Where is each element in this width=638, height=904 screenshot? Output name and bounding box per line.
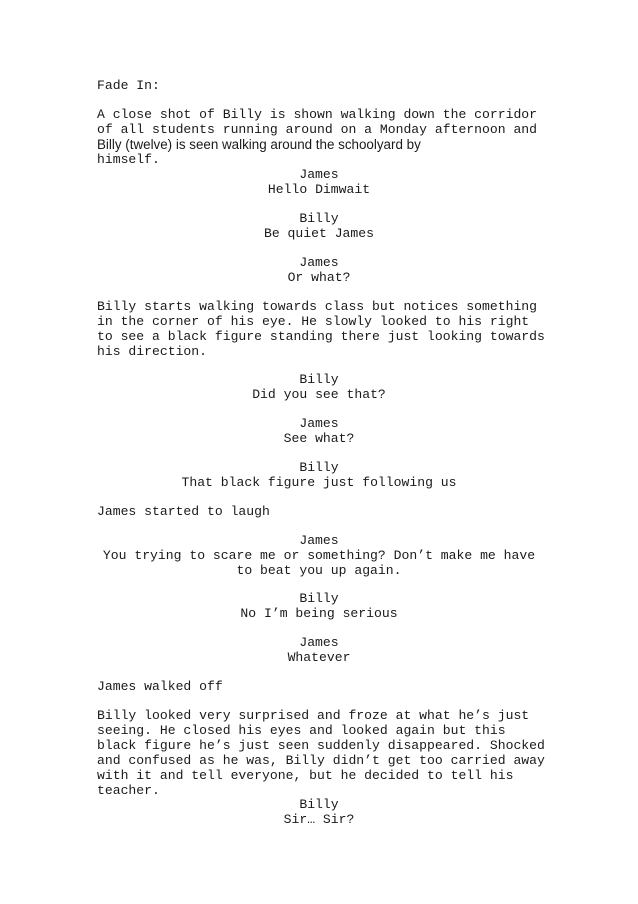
action-line: Billy (twelve) is seen walking around the schoolyard by bbox=[97, 137, 421, 152]
action-line: of all students running around on a Monday afternoon and bbox=[97, 122, 538, 137]
character-name: James bbox=[299, 533, 339, 548]
character-name: Billy bbox=[299, 797, 339, 812]
action-line: A close shot of Billy is shown walking down the corridor bbox=[97, 107, 538, 122]
character-name: Billy bbox=[299, 211, 339, 226]
character-name: James bbox=[299, 635, 339, 650]
dialogue-line: Or what? bbox=[287, 270, 351, 285]
dialogue-line: You trying to scare me or something? Don’t make me have bbox=[102, 548, 536, 563]
action-line: James walked off bbox=[97, 679, 223, 694]
character-name: Billy bbox=[299, 372, 339, 387]
action-line: and confused as he was, Billy didn’t get too carried away bbox=[97, 753, 545, 768]
action-line: black figure he’s just seen suddenly disappeared. Shocked bbox=[97, 738, 545, 753]
dialogue-line: to beat you up again. bbox=[236, 563, 402, 578]
dialogue-line: Whatever bbox=[287, 650, 351, 665]
action-line: himself. bbox=[97, 152, 160, 167]
action-line: to see a black figure standing there just looking towards bbox=[97, 329, 545, 344]
character-name: Billy bbox=[299, 591, 339, 606]
action-line: Billy starts walking towards class but notices something bbox=[97, 299, 538, 314]
dialogue-line: Sir… Sir? bbox=[283, 812, 355, 827]
character-name: Billy bbox=[299, 460, 339, 475]
action-line: in the corner of his eye. He slowly looked to his right bbox=[97, 314, 530, 329]
action-line: seeing. He closed his eyes and looked again but this bbox=[97, 723, 506, 738]
dialogue-line: Be quiet James bbox=[263, 226, 374, 241]
character-name: James bbox=[299, 255, 339, 270]
dialogue-line: No I’m being serious bbox=[240, 606, 398, 621]
dialogue-line: That black figure just following us bbox=[181, 475, 457, 490]
dialogue-line: Hello Dimwait bbox=[267, 182, 371, 197]
action-line: with it and tell everyone, but he decided to tell his bbox=[97, 768, 514, 783]
action-line: teacher. bbox=[97, 783, 160, 798]
action-line: James started to laugh bbox=[97, 504, 270, 519]
character-name: James bbox=[299, 416, 339, 431]
dialogue-line: Did you see that? bbox=[252, 387, 386, 402]
character-name: James bbox=[299, 167, 339, 182]
scene-heading: Fade In: bbox=[97, 78, 160, 93]
action-line: Billy looked very surprised and froze at what he’s just bbox=[97, 708, 530, 723]
dialogue-line: See what? bbox=[283, 431, 355, 446]
action-line: his direction. bbox=[97, 344, 208, 359]
